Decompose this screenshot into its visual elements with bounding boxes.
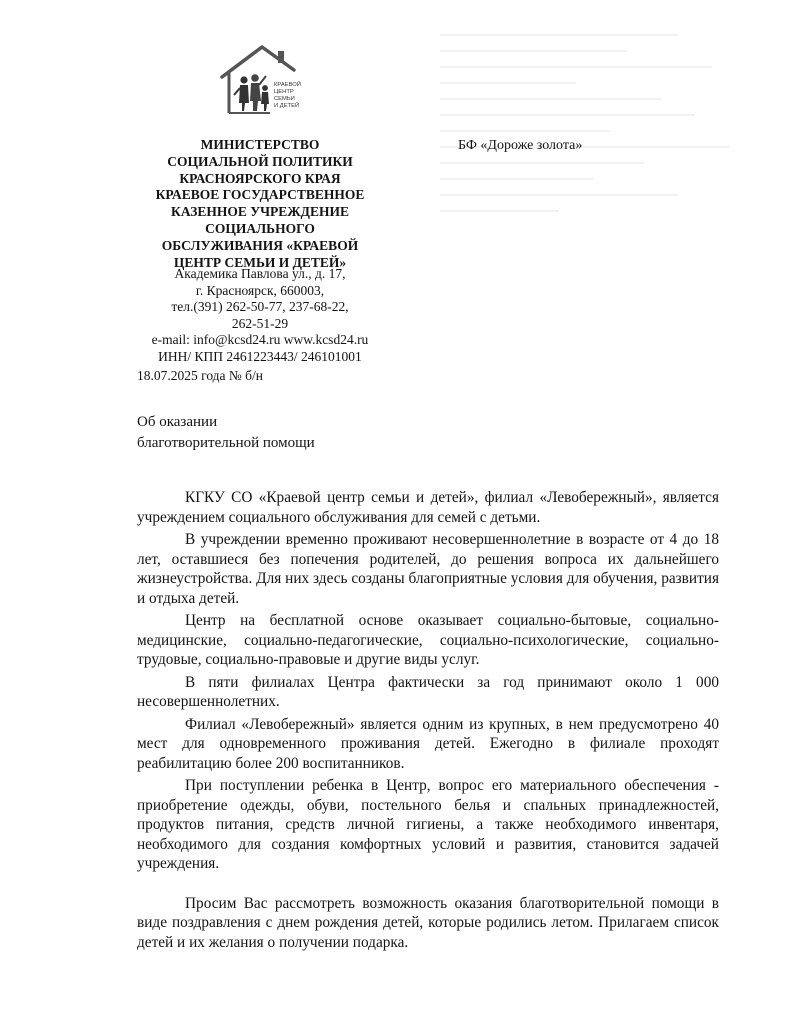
- email-web-line: e-mail: info@kcsd24.ru www.kcsd24.ru: [151, 332, 369, 347]
- org-line: КАЗЕННОЕ УЧРЕЖДЕНИЕ: [171, 204, 349, 220]
- subject-line: благотворительной помощи: [137, 435, 315, 451]
- letter-date-number: 18.07.2025 года № б/н: [137, 368, 264, 383]
- subject-line: Об оказании: [137, 414, 218, 430]
- organization-logo: [218, 43, 318, 121]
- phone-line: тел.(391) 262-50-77, 237-68-22,: [171, 299, 349, 314]
- house-family-icon: [218, 43, 318, 121]
- body-paragraph: В учреждении временно проживают несовершеннолетние в возрасте от 4 до 18 лет, оставшиеся без попечения родителей, до решения вопроса их дальнейшего жизнеустройства. Для них здесь созданы благоприятные условия для обучения, развития и отдыха детей.: [137, 531, 719, 607]
- body-paragraph: Филиал «Левобережный» является одним из крупных, в нем предусмотрено 40 мест для одновременного проживания детей. Ежегодно в филиале проходят реабилитацию более 200 воспитанников.: [137, 715, 719, 772]
- request-paragraph: Просим Вас рассмотреть возможность оказания благотворительной помощи в виде поздравления с днем рождения детей, которые родились летом. Прилагаем список детей и их желания о получении подарка.: [137, 894, 719, 951]
- reverse-side-bleed: [440, 20, 780, 440]
- org-line: ОБСЛУЖИВАНИЯ «КРАЕВОЙ: [161, 237, 359, 253]
- organization-contacts: [140, 266, 380, 365]
- body-paragraph: При поступлении ребенка в Центр, вопрос его материального обеспечения - приобретение одежды, обуви, постельного белья и спальных принадлежностей, продуктов питания, средств личной гигиены, а также необходимого инвентаря, необходимого для создания комфортных условий и развития, становится задачей учреждения.: [137, 777, 719, 872]
- org-line: СОЦИАЛЬНОГО: [205, 220, 315, 236]
- org-line: ЦЕНТР СЕМЬИ И ДЕТЕЙ»: [173, 254, 347, 270]
- org-line: КРАСНОЯРСКОГО КРАЯ: [179, 170, 341, 186]
- logo-caption-line: И ДЕТЕЙ: [274, 103, 300, 109]
- logo-caption-line: СЕМЬИ: [274, 96, 295, 102]
- body-paragraph: Центр на бесплатной основе оказывает социально-бытовые, социально-медицинские, социально-педагогические, социально-психологические, социально-трудовые, социально-правовые и другие виды услуг.: [137, 612, 719, 668]
- body-paragraph: КГКУ СО «Краевой центр семьи и детей», филиал «Левобережный», является учреждением социального обслуживания для семей с детьми.: [137, 489, 719, 526]
- org-line: МИНИСТЕРСТВО: [200, 137, 320, 152]
- logo-caption: [274, 82, 301, 110]
- org-line: СОЦИАЛЬНОЙ ПОЛИТИКИ: [167, 153, 353, 169]
- logo-caption-line: КРАЕВОЙ: [274, 82, 301, 88]
- logo-caption-line: ЦЕНТР: [274, 89, 294, 95]
- phone-line: 262-51-29: [231, 315, 289, 331]
- org-line: КРАЕВОЕ ГОСУДАРСТВЕННОЕ: [155, 187, 365, 203]
- inn-kpp-line: ИНН/ КПП 2461223443/ 246101001: [158, 348, 362, 364]
- address-line: г. Красноярск, 660003,: [195, 282, 325, 298]
- organization-name: [135, 137, 385, 271]
- letter-body: [137, 488, 719, 955]
- letter-subject: [137, 412, 315, 454]
- address-line: Академика Павлова ул., д. 17,: [174, 266, 346, 281]
- recipient: БФ «Дороже золота»: [458, 138, 583, 153]
- body-paragraph: В пяти филиалах Центра фактически за год принимают около 1 000 несовершеннолетних.: [137, 673, 719, 710]
